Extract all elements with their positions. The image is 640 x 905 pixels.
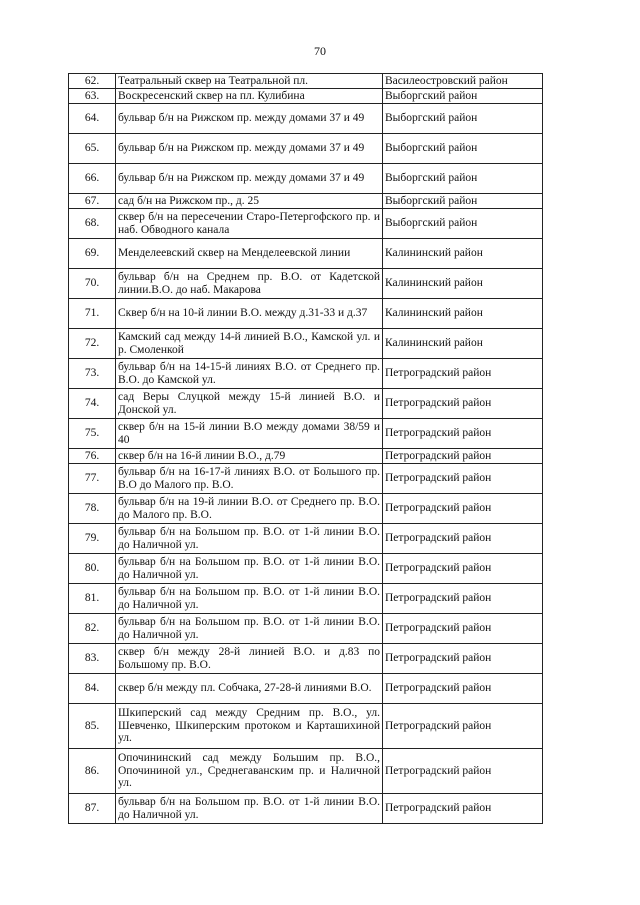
district-name: Петроградский район [383,674,543,704]
green-zone-name: бульвар б/н на Рижском пр. между домами 37 и 49 [116,164,383,194]
district-name: Выборгский район [383,164,543,194]
table-row [69,104,543,134]
table-row [69,674,543,704]
green-zone-name: сквер б/н между пл. Собчака, 27-28-й линиями В.О. [116,674,383,704]
table-row [69,419,543,449]
table-row [69,209,543,239]
row-number: 78. [69,494,116,524]
district-name: Петроградский район [383,494,543,524]
district-name: Петроградский район [383,749,543,794]
table-row [69,584,543,614]
green-zone-name: Сквер б/н на 10-й линии В.О. между д.31-33 и д.37 [116,299,383,329]
table-row [69,449,543,464]
green-zone-name: Воскресенский сквер на пл. Кулибина [116,89,383,104]
table-row [69,89,543,104]
table-row [69,494,543,524]
green-zone-name: сквер б/н на 16-й линии В.О., д.79 [116,449,383,464]
district-name: Выборгский район [383,194,543,209]
green-zone-name: Менделеевский сквер на Менделеевской линии [116,239,383,269]
table-body [69,74,543,824]
row-number: 85. [69,704,116,749]
district-name: Калининский район [383,299,543,329]
green-zone-name: Опочининский сад между Большим пр. В.О., Опочининой ул., Среднегаванским пр. и Наличной ул. [116,749,383,794]
row-number: 68. [69,209,116,239]
green-zone-name: бульвар б/н на 19-й линии В.О. от Среднего пр. В.О. до Малого пр. В.О. [116,494,383,524]
green-zone-name: бульвар б/н на Большом пр. В.О. от 1-й линии В.О. до Наличной ул. [116,524,383,554]
green-zone-name: сад б/н на Рижском пр., д. 25 [116,194,383,209]
district-name: Петроградский район [383,584,543,614]
district-name: Василеостровский район [383,74,543,89]
district-name: Калининский район [383,269,543,299]
table-row [69,704,543,749]
district-name: Выборгский район [383,209,543,239]
row-number: 82. [69,614,116,644]
green-zone-name: бульвар б/н на Рижском пр. между домами 37 и 49 [116,134,383,164]
row-number: 74. [69,389,116,419]
table-row [69,329,543,359]
district-name: Петроградский район [383,644,543,674]
green-zone-name: бульвар б/н на 14-15-й линиях В.О. от Среднего пр. В.О. до Камской ул. [116,359,383,389]
district-name: Выборгский район [383,134,543,164]
green-zone-name: сквер б/н на пересечении Старо-Петергофского пр. и наб. Обводного канала [116,209,383,239]
table-row [69,524,543,554]
district-name: Петроградский район [383,464,543,494]
green-zone-name: Театральный сквер на Театральной пл. [116,74,383,89]
district-name: Калининский район [383,329,543,359]
page-number: 70 [314,44,326,58]
green-zone-name: бульвар б/н на Большом пр. В.О. от 1-й линии В.О. до Наличной ул. [116,554,383,584]
table-row [69,464,543,494]
table-row [69,359,543,389]
table-row [69,794,543,824]
row-number: 75. [69,419,116,449]
row-number: 80. [69,554,116,584]
green-zone-name: Камский сад между 14-й линией В.О., Камской ул. и р. Смоленкой [116,329,383,359]
district-name: Петроградский район [383,389,543,419]
table-row [69,134,543,164]
green-zone-name: бульвар б/н на Большом пр. В.О. от 1-й линии В.О. до Наличной ул. [116,794,383,824]
district-name: Выборгский район [383,89,543,104]
green-zones-table [68,73,543,824]
green-zone-name: Шкиперский сад между Средним пр. В.О., ул. Шевченко, Шкиперским протоком и Карташихиной ул. [116,704,383,749]
table-row [69,644,543,674]
district-name: Петроградский район [383,794,543,824]
row-number: 71. [69,299,116,329]
row-number: 77. [69,464,116,494]
green-zone-name: бульвар б/н на 16-17-й линиях В.О. от Большого пр. В.О до Малого пр. В.О. [116,464,383,494]
row-number: 86. [69,749,116,794]
district-name: Выборгский район [383,104,543,134]
table-row [69,614,543,644]
table-row [69,194,543,209]
row-number: 63. [69,89,116,104]
row-number: 72. [69,329,116,359]
district-name: Петроградский район [383,524,543,554]
row-number: 81. [69,584,116,614]
green-zone-name: бульвар б/н на Рижском пр. между домами 37 и 49 [116,104,383,134]
district-name: Калининский район [383,239,543,269]
row-number: 70. [69,269,116,299]
table-row [69,389,543,419]
green-zone-name: сад Веры Слуцкой между 15-й линией В.О. и Донской ул. [116,389,383,419]
row-number: 64. [69,104,116,134]
district-name: Петроградский район [383,704,543,749]
row-number: 67. [69,194,116,209]
district-name: Петроградский район [383,359,543,389]
row-number: 84. [69,674,116,704]
row-number: 73. [69,359,116,389]
row-number: 83. [69,644,116,674]
district-name: Петроградский район [383,449,543,464]
green-zone-name: бульвар б/н на Большом пр. В.О. от 1-й линии В.О. до Наличной ул. [116,584,383,614]
row-number: 66. [69,164,116,194]
table-row [69,74,543,89]
row-number: 62. [69,74,116,89]
table-row [69,299,543,329]
row-number: 69. [69,239,116,269]
district-name: Петроградский район [383,419,543,449]
green-zone-name: сквер б/н на 15-й линии В.О между домами 38/59 и 40 [116,419,383,449]
table-row [69,239,543,269]
table-row [69,164,543,194]
table-row [69,554,543,584]
district-name: Петроградский район [383,554,543,584]
row-number: 79. [69,524,116,554]
green-zone-name: сквер б/н между 28-й линией В.О. и д.83 по Большому пр. В.О. [116,644,383,674]
table-row [69,269,543,299]
table-row [69,749,543,794]
green-zone-name: бульвар б/н на Среднем пр. В.О. от Кадетской линии.В.О. до наб. Макарова [116,269,383,299]
row-number: 65. [69,134,116,164]
green-zone-name: бульвар б/н на Большом пр. В.О. от 1-й линии В.О. до Наличной ул. [116,614,383,644]
district-name: Петроградский район [383,614,543,644]
row-number: 76. [69,449,116,464]
row-number: 87. [69,794,116,824]
